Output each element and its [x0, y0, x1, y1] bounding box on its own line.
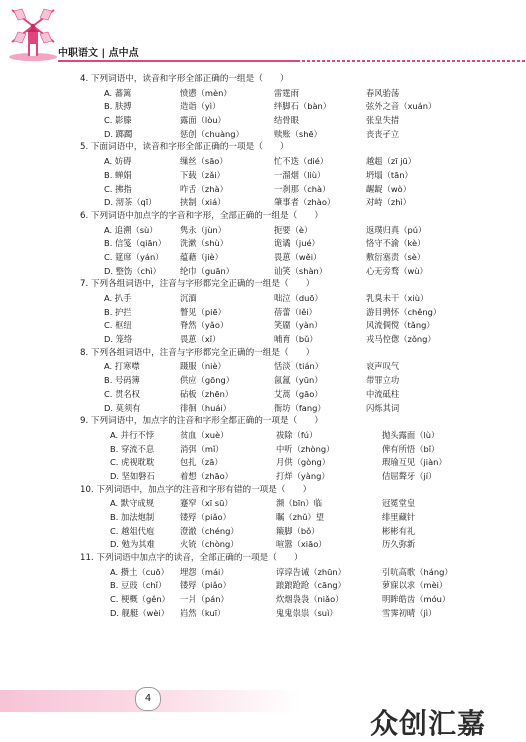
option-cell: 恬淡（tián）	[274, 361, 324, 372]
option-cell: 隽永（jùn）	[180, 224, 227, 235]
option-cell: 挟制（xiá）	[180, 197, 226, 208]
option-cell: 闪烁其词	[366, 402, 400, 413]
option-cell: 抛头露面（lù）	[382, 429, 440, 440]
option-cell: 脊然（yǎo）	[180, 320, 229, 331]
option-cell: D. 勉为其难	[110, 539, 155, 550]
option-cell: 佶屈聱牙（jí）	[382, 470, 437, 481]
option-cell: B. 护拦	[104, 306, 132, 317]
option-cell: D. 舰艇（wèi）	[110, 607, 170, 618]
option-row	[80, 169, 520, 183]
option-cell: 埋怨（mái）	[180, 566, 229, 577]
question-stem: 10. 下列词语中，加点字的注音和字形有错的一项是（ ）	[80, 484, 312, 495]
option-cell: 徘徊（huái）	[180, 402, 232, 413]
option-cell: 砧板（zhēn）	[180, 388, 234, 399]
option-cell: 濒（bīn）临	[276, 498, 323, 509]
option-cell: 俾有所悟（bǐ）	[382, 443, 440, 454]
option-cell: 月供（gòng）	[276, 457, 331, 468]
option-cell: 造诣（yì）	[180, 101, 221, 112]
option-cell: 澄澈（chéng）	[180, 525, 239, 536]
option-row	[80, 566, 520, 580]
option-cell: 蹇窄（xī sū）	[180, 498, 233, 509]
option-row	[80, 319, 520, 333]
question-stem: 9. 下列词语中，加点字的注音和字形全都正确的一项是（ ）	[80, 416, 323, 427]
option-row	[80, 251, 520, 265]
option-cell: A. 蕃篱	[104, 87, 132, 98]
option-row	[80, 360, 520, 374]
option-cell: 喧嚣（xiāo）	[276, 539, 327, 550]
option-cell: D. 坚如磐石	[110, 470, 155, 481]
option-cell: B. 蝉娟	[104, 169, 132, 180]
option-cell: 龌龊（wò）	[366, 183, 412, 194]
header-title: 中职语文 | 点中点	[58, 48, 139, 59]
option-cell: B. 豆豉（chǐ）	[110, 580, 167, 591]
option-cell: 明眸皓齿（móu）	[382, 594, 451, 605]
option-cell: A. 攒土（cuō）	[110, 566, 169, 577]
option-cell: 愤懑（mèn）	[180, 87, 232, 98]
option-row	[80, 224, 520, 238]
option-cell: B. 肤搏	[104, 101, 132, 112]
option-row	[80, 100, 520, 114]
option-cell: 哀声叹气	[366, 361, 400, 372]
option-cell: 咄泣（duō）	[274, 293, 323, 303]
option-cell: 结骨眼	[274, 115, 299, 126]
option-cell: 萝寐以求（mèi）	[382, 580, 448, 591]
option-row	[80, 128, 520, 142]
option-cell: C. 虎视耽耽	[110, 457, 155, 468]
header-dotted-rule	[300, 60, 526, 62]
option-cell: B. 穿流不息	[110, 443, 155, 454]
option-cell: 供应（gōng）	[180, 375, 235, 386]
question-stem: 7. 下列各组词语中，注音与字形都完全正确的一组是（ ）	[80, 279, 315, 290]
question-block	[80, 552, 520, 620]
option-cell: 丧丧孑立	[366, 128, 400, 139]
option-cell: 肇事者（zhào）	[274, 197, 336, 208]
option-cell: 笑靥（yàn）	[274, 320, 323, 331]
option-row	[80, 333, 520, 347]
option-cell: 越趄（zī jū）	[366, 156, 417, 167]
windmill-logo-icon	[6, 6, 60, 62]
option-cell: 簸脚（bǒ）	[276, 525, 320, 536]
option-cell: A. 打寒噤	[104, 361, 140, 372]
option-row	[80, 538, 520, 552]
option-cell: 中听（zhòng）	[276, 443, 335, 454]
option-cell: 心无旁骛（wù）	[366, 265, 428, 276]
page-number: 4	[135, 687, 161, 711]
question-list	[80, 73, 520, 621]
option-row	[80, 87, 520, 101]
option-cell: 缫丝（sāo）	[180, 156, 228, 167]
option-row	[80, 470, 520, 484]
option-cell: 火铳（chòng）	[180, 539, 239, 550]
option-cell: 洗漱（shù）	[180, 238, 229, 249]
option-cell: 瞩（zhǔ）望	[276, 512, 325, 522]
option-cell: 祓除（fú）	[276, 429, 318, 440]
option-cell: 衙坊（fang）	[274, 402, 326, 413]
option-cell: 一溜烟（liù）	[274, 169, 326, 180]
option-cell: C. 梗概（gěn）	[110, 594, 170, 605]
option-cell: 哺育（bǔ）	[274, 334, 318, 345]
option-cell: C. 筵席（yán）	[104, 251, 164, 262]
option-cell: B. 信笺（qiān）	[104, 238, 167, 249]
option-cell: 诡谲（jué）	[274, 238, 320, 249]
option-row	[80, 265, 520, 279]
option-cell: 瑕瑜互见（jiàn）	[382, 457, 447, 468]
option-cell: 畏葸（wěi）	[274, 251, 322, 262]
option-cell: A. 妨碍	[104, 156, 132, 167]
option-cell: D. 莫须有	[104, 402, 141, 413]
option-cell: 消弭（mǐ）	[180, 443, 224, 454]
option-cell: 沉湎	[180, 293, 197, 303]
option-row	[80, 306, 520, 320]
option-row	[80, 237, 520, 251]
option-cell: 坍塌（tān）	[366, 169, 413, 180]
option-cell: 忙不迭（dié）	[274, 156, 329, 167]
question-block	[80, 484, 520, 552]
option-cell: 着想（zhāo）	[180, 470, 233, 481]
question-block	[80, 278, 520, 346]
option-cell: 惩创（chuàng）	[180, 128, 244, 139]
option-cell: 打烊（yàng）	[276, 470, 330, 481]
question-block	[80, 141, 520, 209]
option-row	[80, 593, 520, 607]
option-cell: 游目骋怀（chěng）	[366, 306, 442, 317]
option-cell: 引吭高歌（háng）	[382, 566, 453, 577]
option-cell: 下载（zǎi）	[180, 169, 225, 180]
watermark-text: 众创汇嘉	[370, 707, 487, 740]
option-cell: 返璞归真（pú）	[366, 224, 427, 235]
option-cell: 张皇失措	[366, 115, 400, 126]
question-block	[80, 210, 520, 278]
option-cell: 一刹那（chà）	[274, 183, 331, 194]
option-row	[80, 456, 520, 470]
option-row	[80, 155, 520, 169]
option-cell: A. 追溯（sù）	[104, 224, 158, 235]
option-cell: 蕴藉（jiè）	[180, 251, 223, 262]
option-cell: C. 影滕	[104, 115, 132, 126]
option-cell: C. 贯名权	[104, 388, 140, 399]
option-cell: 春风骀荡	[366, 87, 400, 98]
option-row	[80, 579, 520, 593]
option-cell: 氤氲（yūn）	[274, 375, 323, 386]
option-cell: 纶巾（guān）	[180, 265, 235, 276]
option-row	[80, 607, 520, 621]
option-cell: 戎马倥偬（zǒng）	[366, 334, 436, 345]
option-row	[80, 525, 520, 539]
option-row	[80, 402, 520, 416]
option-cell: 雷霆雨	[274, 87, 299, 98]
option-row	[80, 374, 520, 388]
option-cell: 镂殍（piǎo）	[180, 512, 231, 522]
option-row	[80, 183, 520, 197]
option-cell: 包扎（zā）	[180, 457, 223, 468]
option-cell: 风流倜傥（tǎng）	[366, 320, 435, 331]
option-cell: 蹑服（niè）	[180, 361, 226, 372]
option-cell: 畏葸（xǐ）	[180, 334, 221, 345]
option-cell: 彬彬有礼	[382, 525, 416, 536]
option-cell: 冠冕堂皇	[382, 498, 416, 509]
question-stem: 5. 下面词语中，读音和字形全部正确的一项是（ ）	[80, 142, 289, 153]
option-cell: A. 并行不悖	[110, 429, 154, 440]
option-cell: 贫血（xuè）	[180, 429, 229, 440]
option-cell: 赎账（shē）	[274, 128, 322, 139]
option-cell: 敷衍塞责（sè）	[366, 251, 426, 262]
option-cell: 瞥见（piē）	[180, 306, 226, 317]
page-header	[0, 0, 526, 70]
question-stem: 4. 下列词语中，读音和字形全部正确的一组是（ ）	[80, 74, 289, 84]
option-cell: 岿然（kuī）	[180, 607, 226, 618]
option-row	[80, 292, 520, 306]
option-cell: 扼要（è）	[274, 224, 313, 235]
option-row	[80, 388, 520, 402]
option-cell: 带罪立功	[366, 375, 400, 386]
option-cell: 历久弥新	[382, 539, 416, 550]
option-cell: D. 整饬（chì）	[104, 265, 161, 276]
option-row	[80, 443, 520, 457]
option-cell: 雪霁初晴（jì）	[382, 607, 437, 618]
option-row	[80, 429, 520, 443]
option-cell: 鬼鬼祟祟（suì）	[276, 607, 338, 618]
option-cell: D. 沏茶（qī）	[104, 197, 157, 208]
option-cell: D. 笼络	[104, 334, 133, 345]
option-cell: A. 默守成规	[110, 498, 154, 509]
option-cell: 中流砥柱	[366, 388, 400, 399]
option-cell: 讪笑（shàn）	[274, 265, 328, 276]
option-cell: B. 号码簿	[104, 375, 140, 386]
option-cell: 一爿（pán）	[180, 594, 229, 605]
option-cell: 恪守不渝（kè）	[366, 238, 426, 249]
option-row	[80, 497, 520, 511]
option-row	[80, 196, 520, 210]
option-cell: 绯里藏针	[382, 512, 416, 522]
option-cell: 谆谆告诫（zhūn）	[276, 566, 346, 577]
option-cell: 踉踉跄跄（cāng）	[276, 580, 346, 591]
option-cell: 弦外之音（xuán）	[366, 101, 437, 112]
question-block	[80, 415, 520, 483]
option-cell: 咋舌（zhà）	[180, 183, 228, 194]
question-stem: 8. 下列各组词语中，注音与字形都完全正确的一组是（ ）	[80, 347, 315, 358]
option-row	[80, 511, 520, 525]
question-block	[80, 73, 520, 141]
option-cell: 露面（lòu）	[180, 115, 226, 126]
option-cell: A. 扒手	[104, 293, 132, 303]
option-cell: 乳臭未干（xiù）	[366, 293, 429, 303]
option-cell: 蓓蕾（lěi）	[274, 306, 317, 317]
option-cell: C. 越俎代庖	[110, 525, 155, 536]
option-cell: 炊烟袅袅（niǎo）	[276, 594, 344, 605]
option-cell: 镂殍（piǎo）	[180, 580, 231, 591]
option-cell: 对峙（zhì）	[366, 197, 412, 208]
question-block	[80, 347, 520, 415]
option-cell: 绊脚石（bàn）	[274, 101, 332, 112]
option-cell: C. 枢纽	[104, 320, 132, 331]
question-stem: 6. 下列词语中加点字的字音和字形，全部正确的一组是（ ）	[80, 210, 323, 221]
question-stem: 11. 下列词语中加点字的读音，全部正确的一项是（ ）	[80, 553, 303, 564]
option-cell: 艾蒿（gāo）	[274, 388, 323, 399]
option-row	[80, 114, 520, 128]
option-cell: B. 加法炮制	[110, 512, 155, 522]
option-cell: D. 踯躅	[104, 128, 133, 139]
option-cell: C. 拂指	[104, 183, 132, 194]
